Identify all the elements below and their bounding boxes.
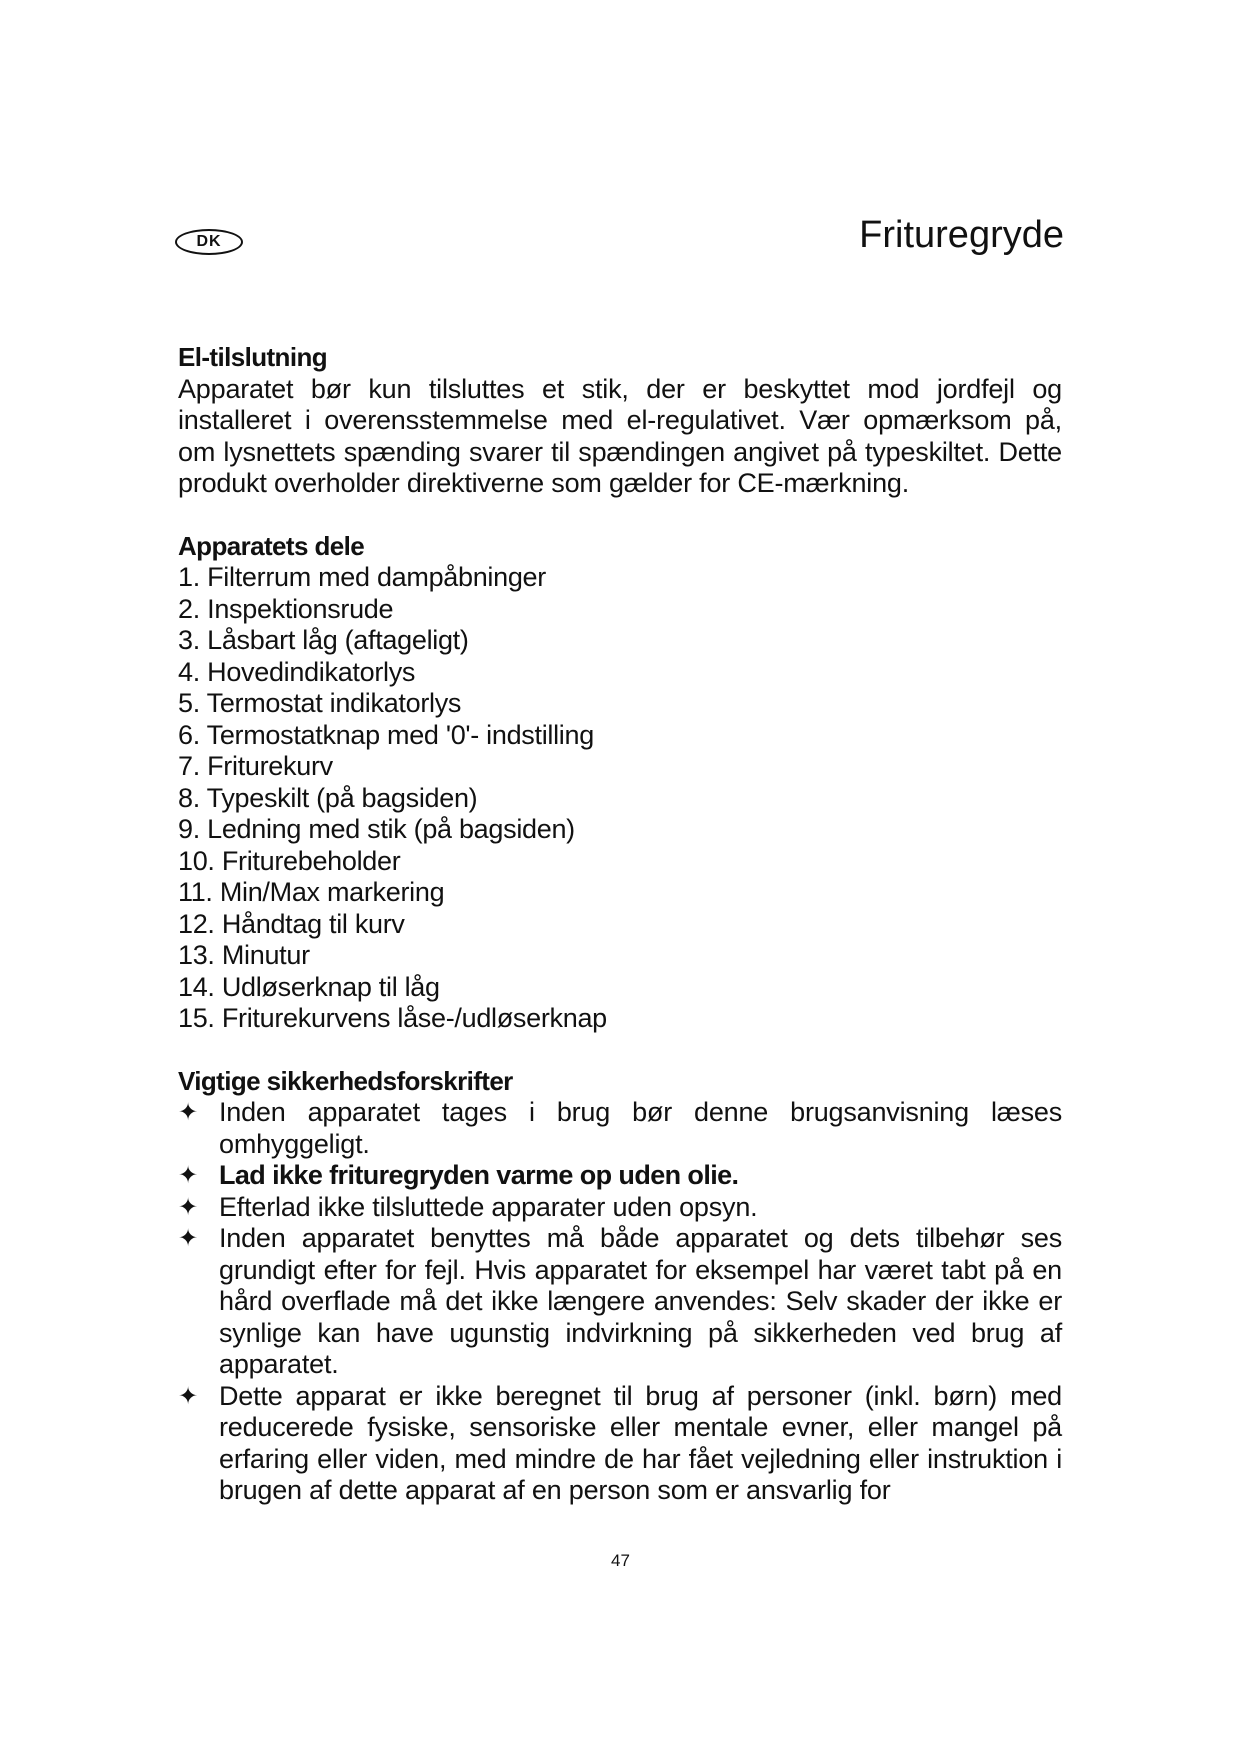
section-safety [178, 1066, 1062, 1507]
safety-list-item [178, 1192, 1062, 1224]
parts-list-item: 1. Filterrum med dampåbninger [178, 562, 546, 592]
parts-list-item: 9. Ledning med stik (på bagsiden) [178, 814, 575, 844]
star-bullet-icon: ✦ [178, 1193, 198, 1221]
parts-list-item: 3. Låsbart låg (aftageligt) [178, 625, 469, 655]
parts-list-item: 4. Hovedindikatorlys [178, 656, 416, 687]
parts-list-item: 10. Friturebeholder [178, 845, 401, 876]
parts-list [178, 562, 1062, 1035]
parts-list-item: 5. Termostat indikatorlys [178, 688, 462, 718]
safety-item-text: Dette apparat er ikke beregnet til brug af personer (inkl. børn) med reducerede fysiske, sensoriske eller mentale evner, eller mangel på erfaring eller viden, med mindre de har fået vejledning eller instruktion i brugen af dette apparat af en person som er ansvarlig for [219, 1380, 1062, 1505]
parts-list-item: 15. Friturekurvens låse-/udløserknap [178, 1003, 607, 1033]
safety-list [178, 1097, 1062, 1507]
safety-list-item [178, 1097, 1062, 1160]
page-content [178, 342, 1062, 1538]
parts-list-item: 13. Minutur [178, 940, 310, 970]
parts-list-item: 8. Typeskilt (på bagsiden) [178, 782, 478, 813]
safety-item-text: Lad ikke frituregryden varme op uden olie. [219, 1160, 739, 1190]
star-bullet-icon: ✦ [178, 1225, 198, 1252]
section-electrical [178, 342, 1062, 500]
parts-list-item: 7. Friturekurv [178, 751, 333, 781]
safety-item-text: Inden apparatet benyttes må både apparatet og dets tilbehør ses grundigt efter for fejl. Hvis apparatet for eksempel har været tabt på en hård overflade må det ikke længere anvendes: Selv skader der ikke er synlige kan have ugunstig indvirkning på sikkerheden ved brug af apparatet. [219, 1223, 1062, 1379]
page-title: Frituregryde [859, 214, 1064, 256]
star-bullet-icon: ✦ [178, 1099, 198, 1126]
page-number: 47 [611, 1551, 630, 1570]
language-badge: DK [175, 229, 243, 255]
section-heading-electrical: El-tilslutning [178, 342, 328, 372]
star-bullet-icon: ✦ [178, 1162, 198, 1189]
parts-list-item: 2. Inspektionsrude [178, 593, 394, 624]
parts-list-item: 6. Termostatknap med '0'- indstilling [178, 719, 594, 750]
parts-list-item: 12. Håndtag til kurv [178, 908, 405, 939]
safety-list-item [178, 1160, 1062, 1192]
star-bullet-icon: ✦ [178, 1382, 198, 1410]
safety-item-text: Inden apparatet tages i brug bør denne brugsanvisning læses omhyggeligt. [219, 1097, 1062, 1159]
safety-item-text: Efterlad ikke tilsluttede apparater uden opsyn. [219, 1191, 758, 1222]
section-heading-safety: Vigtige sikkerhedsforskrifter [178, 1065, 513, 1096]
parts-list-item: 14. Udløserknap til låg [178, 971, 440, 1002]
section-heading-parts: Apparatets dele [178, 530, 365, 561]
electrical-paragraph: Apparatet bør kun tilsluttes et stik, der er beskyttet mod jordfejl og installeret i overensstemmelse med el-regulativet. Vær opmærksom på, om lysnettets spænding svarer til spændingen angivet på typeskiltet. Dette produkt overholder direktiverne som gælder for CE-mærkning. [178, 373, 1062, 498]
safety-list-item [178, 1223, 1062, 1381]
safety-list-item [178, 1381, 1062, 1507]
parts-list-item: 11. Min/Max markering [178, 877, 445, 907]
section-parts [178, 531, 1062, 1035]
